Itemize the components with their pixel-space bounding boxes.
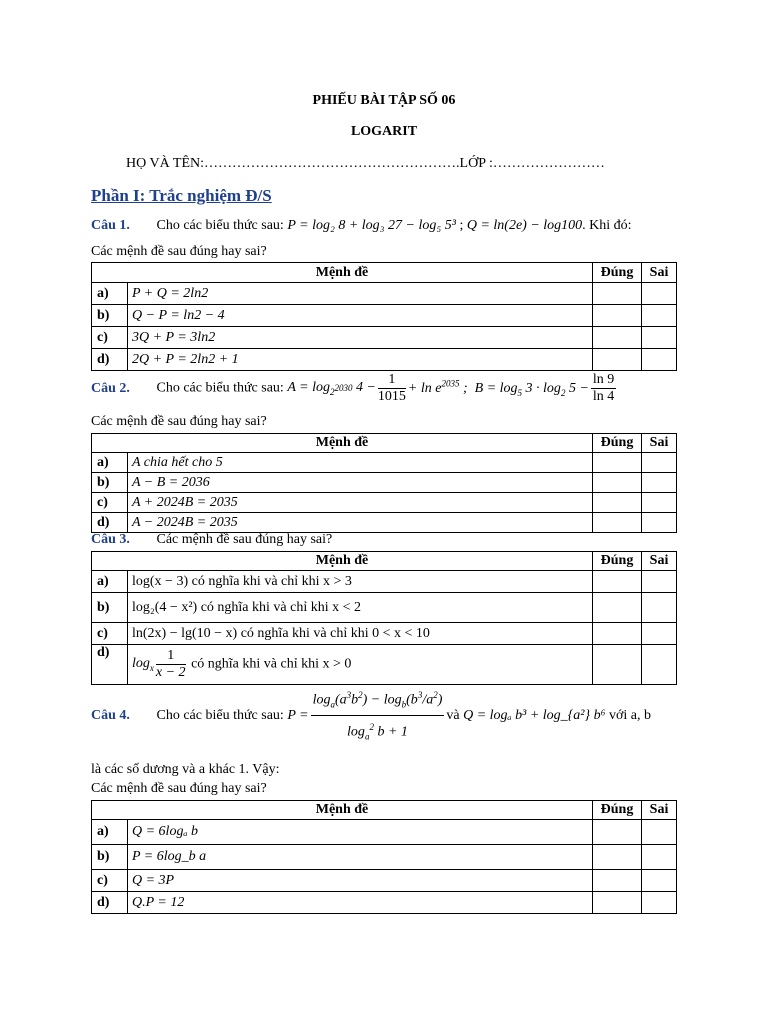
part-title: Phần I: Trắc nghiệm Đ/S (91, 186, 272, 205)
statement-text: log₂(4 − x²) có nghĩa khi và chỉ khi x < 2 (128, 593, 593, 623)
table-row (92, 493, 677, 513)
false-cell[interactable] (642, 845, 677, 870)
question-label: Câu 4. (91, 707, 130, 723)
true-cell[interactable] (593, 283, 642, 305)
false-cell[interactable] (642, 820, 677, 845)
col-false: Sai (642, 263, 677, 283)
true-cell[interactable] (593, 571, 642, 593)
row-key: b) (92, 305, 128, 327)
expression-a: $A = \log_{2^{2030}} 4$ − (287, 380, 376, 397)
true-cell[interactable] (593, 327, 642, 349)
row-key: b) (92, 845, 128, 870)
table-row (92, 571, 677, 593)
false-cell[interactable] (642, 571, 677, 593)
row-key: a) (92, 820, 128, 845)
true-cell[interactable] (593, 493, 642, 513)
question-line2: là các số dương và a khác 1. Vậy: (91, 762, 280, 777)
question-intro: Cho các biểu thức sau: (156, 218, 284, 233)
fraction: $\frac{1}{x - 2}$ (155, 648, 186, 680)
row-key: b) (92, 593, 128, 623)
table-row (92, 327, 677, 349)
row-key: d) (92, 349, 128, 371)
row-key: c) (92, 327, 128, 349)
question-mid: và (446, 707, 460, 723)
false-cell[interactable] (642, 623, 677, 645)
row-key: d) (92, 645, 128, 685)
false-cell[interactable] (642, 892, 677, 914)
col-statement: Mệnh đề (92, 434, 593, 453)
true-cell[interactable] (593, 453, 642, 473)
expression-q: Q = ln(2e) − log100 (466, 218, 583, 233)
question-intro: Cho các biểu thức sau: (156, 707, 284, 723)
fraction: $\frac{1}{1015}$ (377, 372, 406, 404)
table-row (92, 513, 677, 533)
expression-q: Q = logₐ b³ + log_{a²} b⁶ (463, 707, 606, 723)
statement-text: Q.P = 12 (128, 892, 593, 914)
question-4: Câu 4. Cho các biểu thức sau: P = $\frac{\log_a(a^3b^2) - \log_b(b^3/a^2)}{\log_a^2 b + 1}$ và Q = logₐ b³ + log_{a²} b⁶ với a, b (91, 684, 651, 748)
true-cell[interactable] (593, 892, 642, 914)
col-true: Đúng (593, 552, 642, 571)
col-statement: Mệnh đề (92, 801, 593, 820)
answer-table-4 (91, 800, 677, 914)
table-row (92, 870, 677, 892)
true-cell[interactable] (593, 645, 642, 685)
col-false: Sai (642, 434, 677, 453)
row-key: a) (92, 283, 128, 305)
col-true: Đúng (593, 263, 642, 283)
row-key: c) (92, 870, 128, 892)
question-1: Câu 1. Cho các biểu thức sau: P = log₂ 8 + log₃ 27 − log₅ 5³ ; Q = ln(2e) − log100. Khi đó: (91, 218, 632, 233)
true-cell[interactable] (593, 513, 642, 533)
row-key: c) (92, 623, 128, 645)
row-key: a) (92, 571, 128, 593)
col-true: Đúng (593, 434, 642, 453)
table-row (92, 349, 677, 371)
col-true: Đúng (593, 801, 642, 820)
false-cell[interactable] (642, 513, 677, 533)
statement-text: A − 2024B = 2035 (128, 513, 593, 533)
col-false: Sai (642, 801, 677, 820)
statement-text: Q = 6logₐ b (128, 820, 593, 845)
question-label: Câu 3. (91, 532, 130, 547)
col-false: Sai (642, 552, 677, 571)
table-row (92, 473, 677, 493)
true-cell[interactable] (593, 305, 642, 327)
table-row (92, 623, 677, 645)
table-row (92, 453, 677, 473)
question-3 (91, 532, 332, 548)
false-cell[interactable] (642, 493, 677, 513)
worksheet-subtitle: LOGARIT (350, 124, 418, 139)
false-cell[interactable] (642, 305, 677, 327)
true-cell[interactable] (593, 845, 642, 870)
table-row (92, 593, 677, 623)
false-cell[interactable] (642, 645, 677, 685)
table-row (92, 645, 677, 685)
row-key: d) (92, 513, 128, 533)
true-cell[interactable] (593, 623, 642, 645)
statement-text: Q − P = ln2 − 4 (128, 305, 593, 327)
statement-text: ln(2x) − lg(10 − x) có nghĩa khi và chỉ khi 0 < x < 10 (128, 623, 593, 645)
fraction: $\frac{\ln 9}{\ln 4}$ (592, 372, 615, 404)
table-row (92, 820, 677, 845)
answer-table-3 (91, 551, 677, 685)
answer-table-1 (91, 262, 677, 371)
question-intro: Cho các biểu thức sau: (156, 380, 284, 396)
true-cell[interactable] (593, 593, 642, 623)
question-intro: Các mệnh đề sau đúng hay sai? (156, 532, 333, 547)
statement-text: Q = 3P (128, 870, 593, 892)
question-tail: với a, b (608, 707, 651, 723)
expression-p: P = log₂ 8 + log₃ 27 − log₅ 5³ (287, 218, 456, 233)
fraction: $\frac{\log_a(a^3b^2) - \log_b(b^3/a^2)}{\log_a^2 b + 1}$ (311, 684, 445, 748)
row-key: d) (92, 892, 128, 914)
answer-table-2 (91, 433, 677, 533)
table-row (92, 283, 677, 305)
statement-text: 3Q + P = 3ln2 (128, 327, 593, 349)
statement-cell: $\log_x$ $\frac{1}{x - 2}$ có nghĩa khi và chỉ khi x > 0 (128, 645, 593, 685)
question-prompt: Các mệnh đề sau đúng hay sai? (91, 781, 267, 796)
true-cell[interactable] (593, 870, 642, 892)
col-statement: Mệnh đề (92, 552, 593, 571)
worksheet-title: PHIẾU BÀI TẬP SỐ 06 (312, 93, 456, 108)
row-key: c) (92, 493, 128, 513)
question-tail: . Khi đó: (582, 218, 632, 233)
table-row (92, 305, 677, 327)
question-prompt: Các mệnh đề sau đúng hay sai? (91, 414, 267, 429)
false-cell[interactable] (642, 593, 677, 623)
false-cell[interactable] (642, 327, 677, 349)
statement-text: 2Q + P = 2ln2 + 1 (128, 349, 593, 371)
question-prompt: Các mệnh đề sau đúng hay sai? (91, 244, 267, 259)
student-info-line: HỌ VÀ TÊN:……………………………………………….LỚP :…………………… (126, 156, 605, 171)
row-key: a) (92, 453, 128, 473)
true-cell[interactable] (593, 473, 642, 493)
question-label: Câu 2. (91, 380, 130, 396)
question-label: Câu 1. (91, 218, 130, 233)
statement-text: log(x − 3) có nghĩa khi và chỉ khi x > 3 (128, 571, 593, 593)
true-cell[interactable] (593, 820, 642, 845)
question-2: Câu 2. Cho các biểu thức sau: $A = \log_{2^{2030}} 4$ − $\frac{1}{1015}$ + $\ln e^{2035}$ ; $B = \log_5 3 \cdot \log_2 5$ − $\frac{\ln 9}{\ln 4}$ (91, 372, 615, 404)
table-row (92, 845, 677, 870)
table-row (92, 892, 677, 914)
statement-text: A − B = 2036 (128, 473, 593, 493)
statement-text: P = 6log_b a (128, 845, 593, 870)
false-cell[interactable] (642, 349, 677, 371)
statement-text: A + 2024B = 2035 (128, 493, 593, 513)
false-cell[interactable] (642, 283, 677, 305)
false-cell[interactable] (642, 473, 677, 493)
false-cell[interactable] (642, 870, 677, 892)
row-key: b) (92, 473, 128, 493)
statement-text: A chia hết cho 5 (128, 453, 593, 473)
false-cell[interactable] (642, 453, 677, 473)
statement-text: P + Q = 2ln2 (128, 283, 593, 305)
statement-text: có nghĩa khi và chỉ khi x > 0 (191, 656, 352, 672)
col-statement: Mệnh đề (92, 263, 593, 283)
true-cell[interactable] (593, 349, 642, 371)
